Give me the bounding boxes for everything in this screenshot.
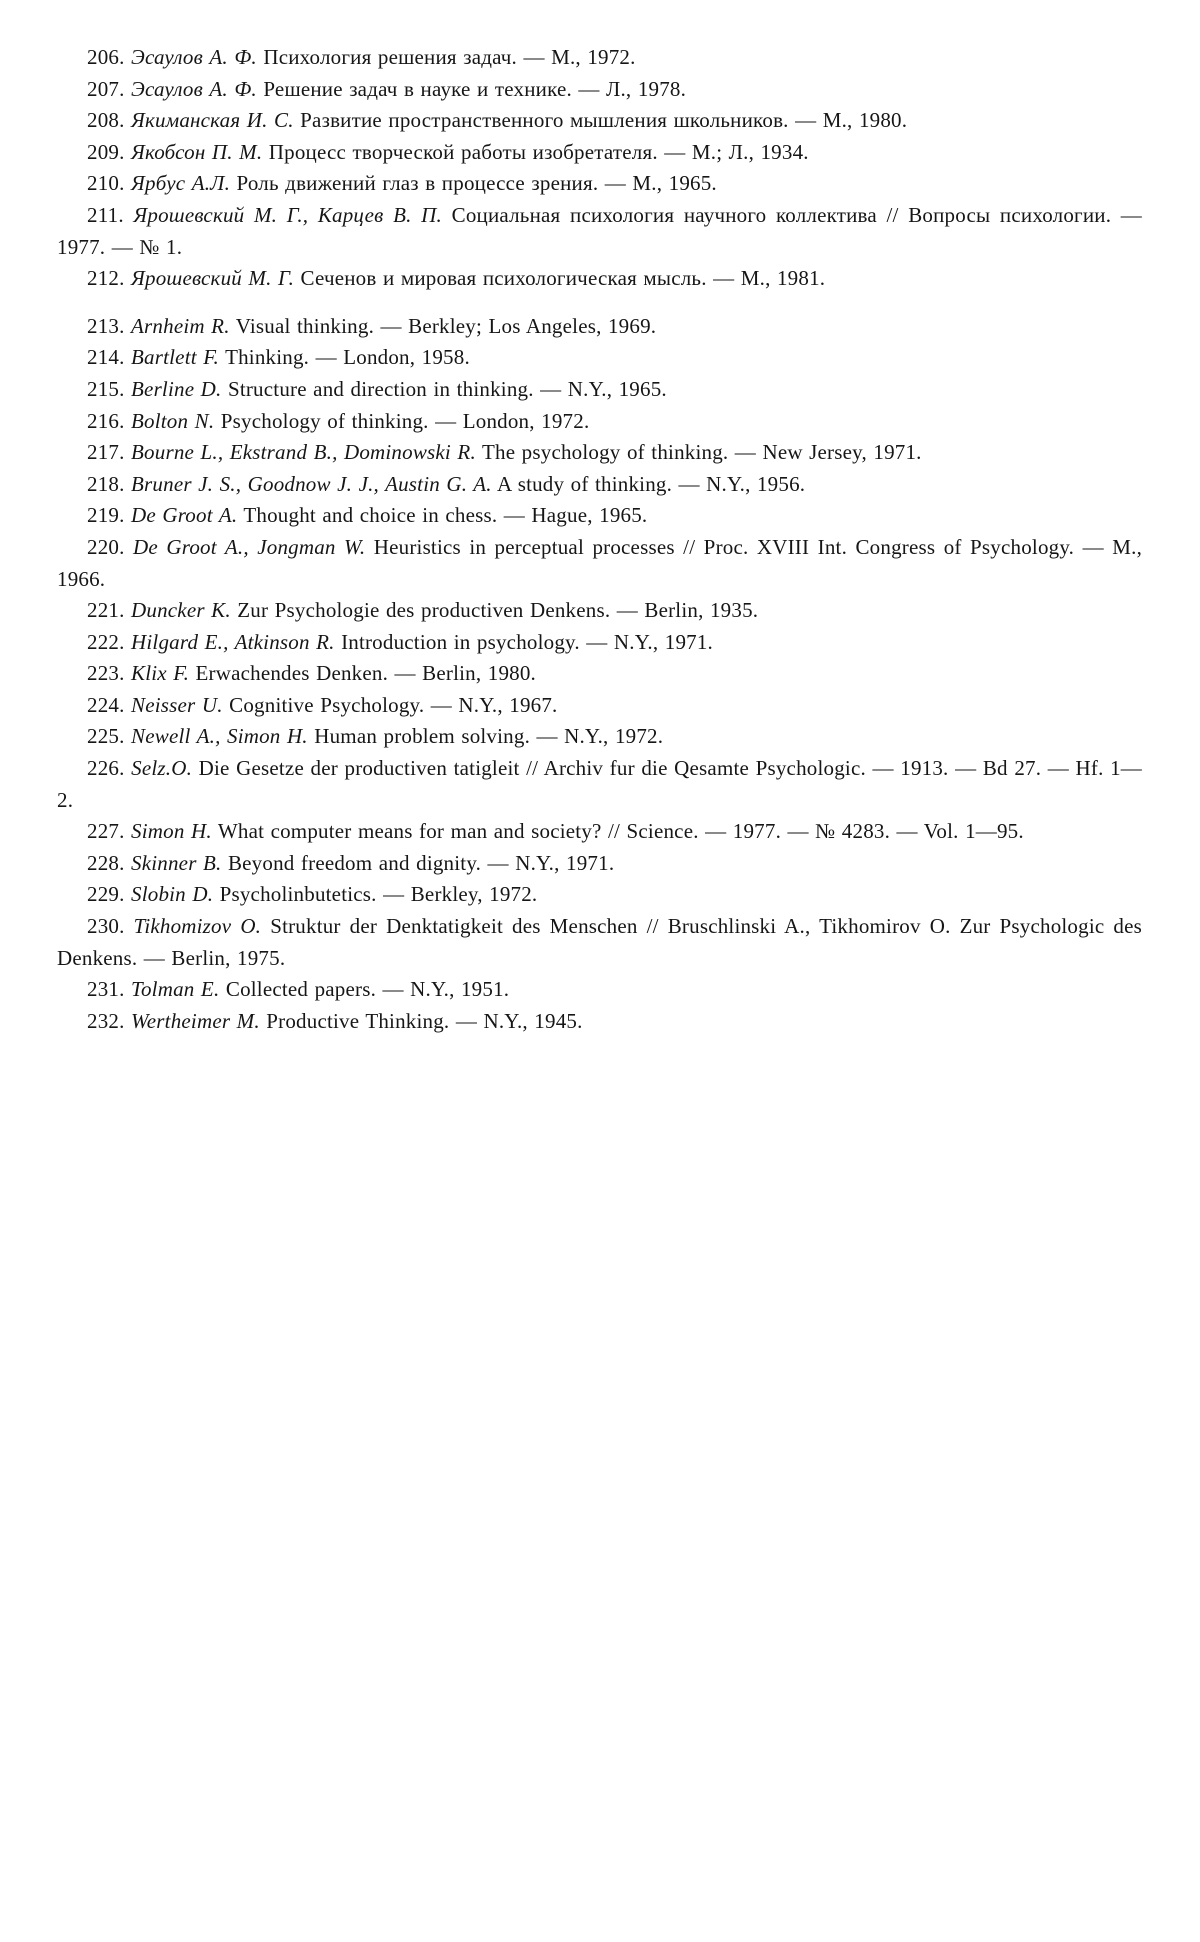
entry-author: Ярошевский М. Г. — [131, 266, 295, 291]
entry-number: 210. — [87, 171, 125, 196]
entry-text: The psychology of thinking. — New Jersey, 1971. — [481, 440, 922, 465]
entry-number: 218. — [87, 471, 125, 496]
bib-entry-221 — [57, 595, 1142, 627]
bib-entry-215 — [57, 374, 1142, 406]
entry-author: Arnheim R. — [131, 313, 230, 338]
entry-author: Klix F. — [131, 661, 190, 686]
entry-text: Structure and direction in thinking. — N.Y., 1965. — [227, 376, 667, 401]
entry-text: Visual thinking. — Berkley; Los Angeles, 1969. — [235, 313, 657, 338]
bib-entry-226 — [57, 753, 1142, 816]
entry-text: Решение задач в науке и технике. — Л., 1978. — [263, 76, 687, 101]
entry-author: Bourne L., Ekstrand B., Dominowski R. — [131, 440, 476, 465]
entry-author: Якобсон П. М. — [131, 139, 263, 164]
entry-number: 214. — [87, 345, 125, 370]
bib-entry-225 — [57, 721, 1142, 753]
entry-number: 223. — [87, 661, 125, 686]
entry-text: Heuristics in perceptual processes // Proc. XVIII Int. Congress of Psychology. — М., 1966. — [57, 534, 1143, 591]
entry-text: Thought and choice in chess. — Hague, 1965. — [243, 503, 648, 528]
bib-entry-219 — [57, 500, 1142, 532]
entry-author: Simon H. — [131, 819, 212, 844]
entry-author: Berline D. — [131, 376, 222, 401]
entry-number: 215. — [87, 376, 125, 401]
entry-text: What computer means for man and society? // Science. — 1977. — № 4283. — Vol. 1—95. — [217, 819, 1024, 844]
entry-number: 207. — [87, 76, 125, 101]
entry-text: Развитие пространственного мышления школьников. — М., 1980. — [300, 108, 908, 133]
entry-author: Эсаулов А. Ф. — [131, 45, 257, 69]
entry-number: 209. — [87, 139, 125, 164]
entry-author: Bartlett F. — [131, 345, 219, 370]
entry-author: Newell A., Simon H. — [131, 724, 308, 749]
entry-number: 228. — [87, 850, 125, 875]
entry-author: Skinner B. — [131, 850, 222, 875]
entry-number: 208. — [87, 108, 125, 133]
bib-entry-211 — [57, 200, 1142, 263]
bib-entry-227 — [57, 816, 1142, 848]
bib-entry-230 — [57, 911, 1142, 974]
entry-author: Якиманская И. С. — [131, 108, 294, 133]
entry-number: 232. — [87, 1008, 125, 1033]
entry-author: Tikhomizov O. — [133, 914, 262, 939]
entry-text: Struktur der Denktatigkeit des Menschen // Bruschlinski A., Tikhomirov O. Zur Psychologic des Denkens. — Berlin, 1975. — [57, 914, 1143, 970]
entry-text: Роль движений глаз в процессе зрения. — М., 1965. — [236, 171, 717, 196]
entry-author: Tolman E. — [131, 977, 220, 1002]
bib-entry-214 — [57, 342, 1142, 374]
bib-entry-217 — [57, 437, 1142, 469]
entry-author: Ярошевский М. Г., Карцев В. П. — [133, 202, 442, 227]
entry-text: Introduction in psychology. — N.Y., 1971. — [341, 629, 713, 654]
entry-author: Selz.O. — [131, 756, 193, 781]
bib-entry-220 — [57, 532, 1142, 595]
entry-author: De Groot A. — [131, 503, 238, 528]
entry-text: Процесс творческой работы изобретателя. — М.; Л., 1934. — [268, 139, 809, 164]
entry-author: Bolton N. — [131, 408, 215, 433]
entry-author: Эсаулов А. Ф. — [131, 76, 257, 101]
bib-entry-212 — [57, 263, 1142, 295]
entry-author: Duncker K. — [131, 598, 231, 623]
entry-number: 225. — [87, 724, 125, 749]
entry-number: 231. — [87, 977, 125, 1002]
bib-entry-206 — [57, 42, 1142, 74]
bib-entry-232 — [57, 1006, 1142, 1038]
entry-number: 212. — [87, 266, 125, 291]
entry-text: Psychology of thinking. — London, 1972. — [220, 408, 590, 433]
entry-text: Социальная психология научного коллектива // Вопросы психологии. — 1977. — № 1. — [57, 202, 1142, 259]
entry-author: Ярбус А.Л. — [131, 171, 231, 196]
entry-text: Thinking. — London, 1958. — [225, 345, 470, 370]
bib-entry-207 — [57, 74, 1142, 106]
bib-entry-228 — [57, 848, 1142, 880]
entry-author: Neisser U. — [131, 692, 223, 717]
entry-author: Bruner J. S., Goodnow J. J., Austin G. A. — [131, 471, 492, 496]
entry-text: Collected papers. — N.Y., 1951. — [225, 977, 510, 1002]
entry-number: 230. — [87, 914, 125, 939]
entry-text: A study of thinking. — N.Y., 1956. — [497, 471, 806, 496]
bib-entry-213 — [57, 311, 1142, 343]
bib-entry-216 — [57, 406, 1142, 438]
bib-entry-218 — [57, 469, 1142, 501]
entry-number: 226. — [87, 756, 125, 781]
entry-number: 211. — [87, 202, 124, 227]
entry-text: Productive Thinking. — N.Y., 1945. — [266, 1008, 583, 1033]
entry-text: Сеченов и мировая психологическая мысль. — М., 1981. — [300, 266, 826, 291]
entry-text: Beyond freedom and dignity. — N.Y., 1971. — [227, 850, 615, 875]
bib-entry-229 — [57, 879, 1142, 911]
bibliography-list — [57, 42, 1142, 1037]
entry-number: 227. — [87, 819, 125, 844]
entry-number: 229. — [87, 882, 125, 907]
entry-text: Psycholinbutetics. — Berkley, 1972. — [219, 882, 538, 907]
entry-number: 224. — [87, 692, 125, 717]
entry-text: Психология решения задач. — М., 1972. — [263, 45, 636, 69]
entry-author: Wertheimer M. — [131, 1008, 260, 1033]
entry-author: Slobin D. — [131, 882, 214, 907]
entry-author: De Groot A., Jongman W. — [133, 534, 366, 559]
entry-number: 221. — [87, 598, 125, 623]
entry-text: Zur Psychologie des productiven Denkens. — Berlin, 1935. — [237, 598, 759, 623]
bib-entry-224 — [57, 690, 1142, 722]
entry-text: Die Gesetze der productiven tatigleit // Archiv fur die Qesamte Psychologic. — 1913. — Bd 27. — Hf. 1—2. — [57, 756, 1142, 812]
entry-number: 216. — [87, 408, 125, 433]
bib-entry-231 — [57, 974, 1142, 1006]
entry-text: Erwachendes Denken. — Berlin, 1980. — [195, 661, 536, 686]
entry-number: 222. — [87, 629, 125, 654]
bib-entry-223 — [57, 658, 1142, 690]
entry-author: Hilgard E., Atkinson R. — [131, 629, 335, 654]
bib-entry-208 — [57, 105, 1142, 137]
bib-entry-210 — [57, 168, 1142, 200]
entry-number: 219. — [87, 503, 125, 528]
entry-text: Human problem solving. — N.Y., 1972. — [314, 724, 664, 749]
entry-text: Cognitive Psychology. — N.Y., 1967. — [229, 692, 558, 717]
bib-entry-222 — [57, 627, 1142, 659]
entry-number: 220. — [87, 534, 125, 559]
entry-number: 213. — [87, 313, 125, 338]
entry-number: 217. — [87, 440, 125, 465]
entry-number: 206. — [87, 45, 125, 69]
bib-entry-209 — [57, 137, 1142, 169]
